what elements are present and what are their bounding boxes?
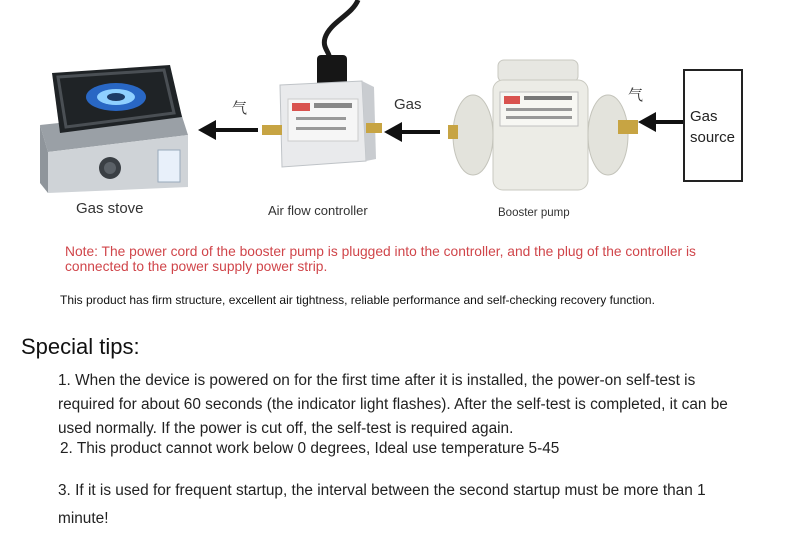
gas-stove-label: Gas stove: [76, 200, 144, 217]
gas-source-box: [683, 69, 743, 182]
tip-item-2: 2. This product cannot work below 0 degrees, Ideal use temperature 5-45: [60, 440, 560, 457]
booster-pump-image: [448, 50, 638, 200]
gas-source-label-line2: source: [690, 129, 736, 146]
flow-arrow-to-pump-icon: [638, 110, 684, 134]
tip-item-1: 1. When the device is powered on for the first time after it is installed, the power-on self-test is required for about 60 seconds (the indicator light flashes). After the self-test is completed, it can be used normally. If the power is cut off, the self-test is required again.: [58, 372, 728, 437]
booster-pump-label: Booster pump: [498, 207, 570, 219]
qi-label-right: 气: [628, 86, 644, 104]
qi-label-left: 气: [232, 99, 248, 117]
gas-stove-image: [30, 55, 195, 195]
special-tips-title: Special tips:: [21, 334, 140, 359]
flow-arrow-to-stove-icon: [198, 118, 260, 142]
gas-label-mid: Gas: [394, 96, 422, 113]
flow-arrow-to-controller-icon: [384, 120, 442, 144]
air-flow-controller-label: Air flow controller: [268, 203, 368, 218]
gas-source-label-line1: Gas: [690, 108, 718, 125]
installation-note: Note: The power cord of the booster pump is plugged into the controller, and the plug of the controller is connected to the power supply power strip.: [65, 244, 696, 274]
air-flow-controller-image: [262, 75, 382, 175]
product-description: This product has firm structure, excellent air tightness, reliable performance and self-checking recovery function.: [60, 293, 655, 307]
installation-diagram: [0, 0, 790, 230]
tip-item-3: 3. If it is used for frequent startup, the interval between the second startup must be more than 1 minute!: [58, 482, 706, 527]
